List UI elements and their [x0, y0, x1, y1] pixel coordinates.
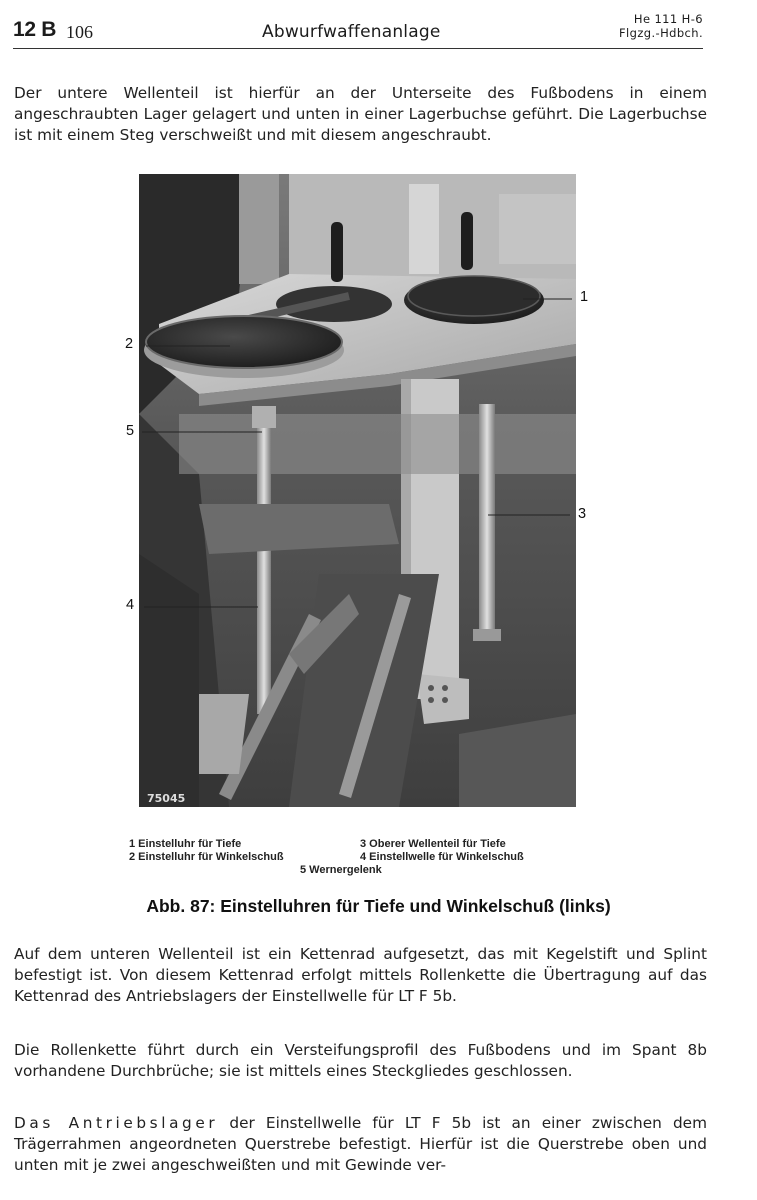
callout-4: 4 [126, 597, 135, 613]
legend-item-4: 4 Einstellwelle für Winkelschuß [360, 851, 524, 863]
callout-3: 3 [578, 506, 587, 522]
page-number: 106 [66, 22, 93, 42]
figure-caption: Abb. 87: Einstelluhren für Tiefe und Winkelschuß (links) [146, 896, 611, 916]
callout-5: 5 [126, 423, 135, 439]
paragraph-roller-chain: Die Rollenkette führt durch ein Versteifungsprofil des Fußbodens und im Spant 8b vorhandene Durchbrüche; sie ist mittels eines Steckgliedes geschlossen. [14, 1041, 707, 1080]
paragraph-chain-wheel: Auf dem unteren Wellenteil ist ein Kettenrad aufgesetzt, das mit Kegelstift und Splint befestigt ist. Von diesem Kettenrad erfolgt mittels Rollenkette die Übertragung auf das Kettenrad des Antriebslagers der Einstellwelle für LT F 5b. [14, 945, 707, 1005]
page-title: Abwurfwaffenanlage [262, 22, 441, 42]
photo-number: 75045 [147, 792, 186, 805]
paragraph-lower-shaft: Der untere Wellenteil ist hierfür an der Unterseite des Fußbodens in einem angeschraubten Lager gelagert und unten in einer Lagerbuchse geführt. Die Lagerbuchse ist mit einem Steg verschweißt und mit diesem angeschraubt. [14, 84, 707, 144]
aircraft-model: He 111 H-6 [633, 12, 703, 26]
callout-2: 2 [125, 336, 134, 352]
legend-item-2: 2 Einstelluhr für Winkelschuß [129, 851, 284, 863]
section-number: 12 B [13, 18, 57, 41]
legend-item-5: 5 Wernergelenk [300, 864, 382, 876]
callout-1: 1 [580, 289, 589, 305]
legend-item-1: 1 Einstelluhr für Tiefe [129, 838, 242, 850]
legend-item-3: 3 Oberer Wellenteil für Tiefe [360, 838, 506, 850]
handbook-label: Flgzg.-Hdbch. [619, 26, 703, 40]
paragraph-drive-bearing-text: der Einstellwelle für LT F 5b ist an einer zwischen dem Trägerrahmen angeordneten Querstrebe befestigt. Hierfür ist die Querstrebe oben und unten mit je zwei angeschweißten und mit Gewinde ver- [14, 1114, 707, 1174]
emphasized-term: Das Antriebslager [14, 1114, 219, 1132]
paragraph-drive-bearing [14, 1113, 707, 1176]
